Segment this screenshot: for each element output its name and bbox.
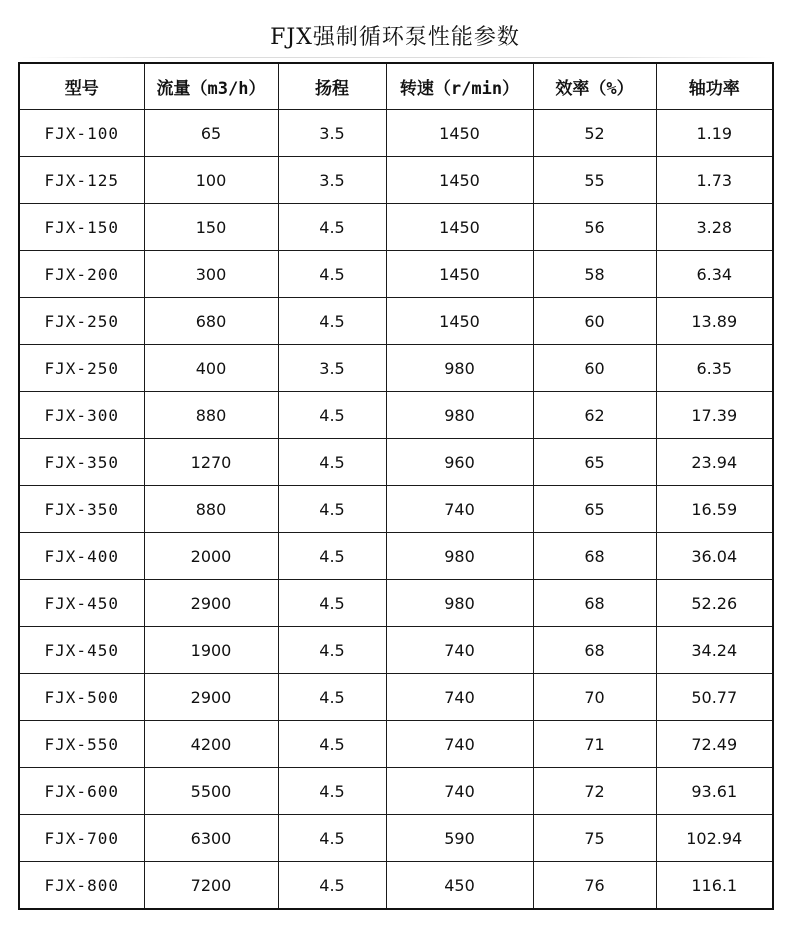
table-title: FJX强制循环泵性能参数 [270, 25, 520, 50]
cell-shaft-power: 6.35 [656, 345, 773, 392]
cell-efficiency: 55 [533, 157, 656, 204]
cell-speed: 740 [386, 674, 533, 721]
table-row [19, 110, 773, 157]
table-row [19, 392, 773, 439]
header-flow: 流量（m3/h） [144, 63, 278, 110]
cell-efficiency: 68 [533, 533, 656, 580]
table-row [19, 345, 773, 392]
title-divider [22, 57, 772, 58]
cell-model: FJX-800 [19, 862, 144, 910]
cell-model: FJX-450 [19, 580, 144, 627]
cell-flow: 2900 [144, 674, 278, 721]
cell-shaft-power: 93.61 [656, 768, 773, 815]
cell-flow: 100 [144, 157, 278, 204]
cell-model: FJX-125 [19, 157, 144, 204]
cell-flow: 1270 [144, 439, 278, 486]
cell-flow: 2900 [144, 580, 278, 627]
table-row [19, 251, 773, 298]
table-row [19, 627, 773, 674]
cell-head: 4.5 [278, 298, 386, 345]
cell-speed: 980 [386, 533, 533, 580]
table-row [19, 439, 773, 486]
table-row [19, 721, 773, 768]
cell-shaft-power: 1.73 [656, 157, 773, 204]
cell-shaft-power: 72.49 [656, 721, 773, 768]
cell-flow: 1900 [144, 627, 278, 674]
cell-shaft-power: 23.94 [656, 439, 773, 486]
cell-model: FJX-150 [19, 204, 144, 251]
cell-flow: 150 [144, 204, 278, 251]
cell-efficiency: 60 [533, 345, 656, 392]
table-row [19, 768, 773, 815]
cell-flow: 880 [144, 392, 278, 439]
cell-efficiency: 56 [533, 204, 656, 251]
cell-model: FJX-450 [19, 627, 144, 674]
cell-shaft-power: 3.28 [656, 204, 773, 251]
cell-speed: 980 [386, 345, 533, 392]
cell-flow: 2000 [144, 533, 278, 580]
cell-efficiency: 76 [533, 862, 656, 910]
cell-shaft-power: 34.24 [656, 627, 773, 674]
cell-efficiency: 71 [533, 721, 656, 768]
cell-efficiency: 68 [533, 627, 656, 674]
table-row [19, 533, 773, 580]
cell-efficiency: 72 [533, 768, 656, 815]
cell-speed: 740 [386, 721, 533, 768]
cell-shaft-power: 17.39 [656, 392, 773, 439]
table-body [19, 110, 773, 910]
table-row [19, 580, 773, 627]
cell-model: FJX-500 [19, 674, 144, 721]
table-row [19, 862, 773, 910]
cell-flow: 4200 [144, 721, 278, 768]
table-row [19, 815, 773, 862]
cell-model: FJX-250 [19, 345, 144, 392]
cell-head: 4.5 [278, 439, 386, 486]
cell-speed: 1450 [386, 298, 533, 345]
cell-efficiency: 60 [533, 298, 656, 345]
cell-speed: 740 [386, 768, 533, 815]
cell-speed: 450 [386, 862, 533, 910]
cell-efficiency: 52 [533, 110, 656, 157]
cell-model: FJX-700 [19, 815, 144, 862]
table-row [19, 674, 773, 721]
cell-speed: 1450 [386, 251, 533, 298]
cell-efficiency: 68 [533, 580, 656, 627]
cell-speed: 980 [386, 392, 533, 439]
cell-efficiency: 62 [533, 392, 656, 439]
cell-head: 4.5 [278, 392, 386, 439]
cell-shaft-power: 102.94 [656, 815, 773, 862]
cell-flow: 880 [144, 486, 278, 533]
cell-efficiency: 65 [533, 439, 656, 486]
cell-shaft-power: 36.04 [656, 533, 773, 580]
cell-model: FJX-400 [19, 533, 144, 580]
cell-head: 4.5 [278, 580, 386, 627]
header-head: 扬程 [278, 63, 386, 110]
cell-flow: 5500 [144, 768, 278, 815]
cell-shaft-power: 16.59 [656, 486, 773, 533]
cell-model: FJX-100 [19, 110, 144, 157]
cell-head: 4.5 [278, 486, 386, 533]
header-speed: 转速（r/min） [386, 63, 533, 110]
cell-model: FJX-300 [19, 392, 144, 439]
cell-speed: 1450 [386, 110, 533, 157]
cell-flow: 6300 [144, 815, 278, 862]
cell-shaft-power: 52.26 [656, 580, 773, 627]
cell-speed: 1450 [386, 204, 533, 251]
table-row [19, 298, 773, 345]
cell-head: 4.5 [278, 862, 386, 910]
cell-shaft-power: 116.1 [656, 862, 773, 910]
performance-table [18, 62, 774, 910]
cell-speed: 590 [386, 815, 533, 862]
cell-head: 3.5 [278, 157, 386, 204]
cell-head: 4.5 [278, 204, 386, 251]
cell-flow: 300 [144, 251, 278, 298]
cell-head: 4.5 [278, 815, 386, 862]
cell-efficiency: 70 [533, 674, 656, 721]
cell-head: 4.5 [278, 674, 386, 721]
cell-head: 4.5 [278, 627, 386, 674]
cell-model: FJX-350 [19, 439, 144, 486]
cell-flow: 7200 [144, 862, 278, 910]
cell-head: 4.5 [278, 768, 386, 815]
header-efficiency: 效率（%） [533, 63, 656, 110]
cell-shaft-power: 13.89 [656, 298, 773, 345]
cell-speed: 740 [386, 486, 533, 533]
cell-efficiency: 65 [533, 486, 656, 533]
cell-flow: 680 [144, 298, 278, 345]
cell-head: 4.5 [278, 533, 386, 580]
cell-flow: 400 [144, 345, 278, 392]
cell-speed: 960 [386, 439, 533, 486]
table-row [19, 486, 773, 533]
cell-efficiency: 58 [533, 251, 656, 298]
cell-head: 4.5 [278, 721, 386, 768]
header-model: 型号 [19, 63, 144, 110]
table-row [19, 204, 773, 251]
cell-speed: 980 [386, 580, 533, 627]
header-row [19, 63, 773, 110]
cell-model: FJX-250 [19, 298, 144, 345]
cell-model: FJX-550 [19, 721, 144, 768]
cell-shaft-power: 6.34 [656, 251, 773, 298]
header-shaft-power: 轴功率 [656, 63, 773, 110]
cell-speed: 1450 [386, 157, 533, 204]
cell-model: FJX-600 [19, 768, 144, 815]
cell-speed: 740 [386, 627, 533, 674]
cell-head: 3.5 [278, 110, 386, 157]
cell-flow: 65 [144, 110, 278, 157]
table-row [19, 157, 773, 204]
cell-head: 3.5 [278, 345, 386, 392]
cell-model: FJX-200 [19, 251, 144, 298]
cell-shaft-power: 1.19 [656, 110, 773, 157]
cell-efficiency: 75 [533, 815, 656, 862]
cell-model: FJX-350 [19, 486, 144, 533]
cell-shaft-power: 50.77 [656, 674, 773, 721]
cell-head: 4.5 [278, 251, 386, 298]
